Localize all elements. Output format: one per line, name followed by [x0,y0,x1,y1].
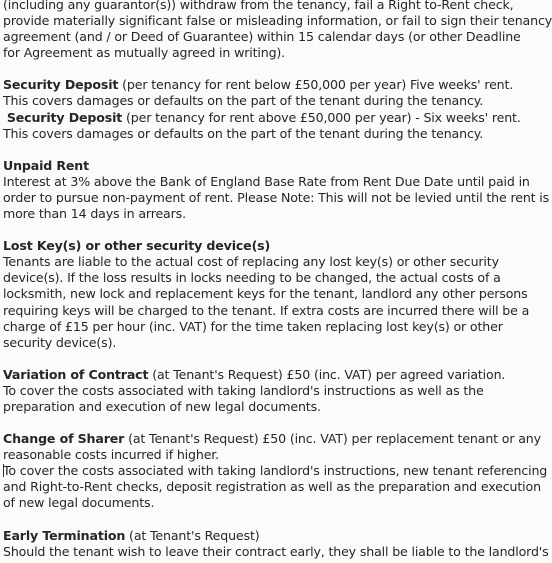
change-of-sharer-body-line: and Right-to-Rent checks, deposit registration as well as the preparation and execution [3,479,541,495]
variation-line [3,367,546,383]
early-termination-text: (at Tenant's Request) [125,527,260,543]
change-of-sharer-line-3[interactable] [3,463,546,479]
security-deposit-note-2: This covers damages or defaults on the part of the tenant during the tenancy. [3,125,484,141]
lost-keys-line: requiring keys will be charged to the tenant. If extra costs are incurred there will be a [3,302,530,318]
security-deposit-section [3,77,546,141]
paragraph-gap [3,222,546,238]
unpaid-rent-line: more than 14 days in arrears. [3,206,186,222]
lost-keys-line: security device(s). [3,334,117,350]
variation-section [3,367,546,415]
unpaid-rent-section [3,157,550,222]
security-deposit-heading-2: Security Deposit [6,109,123,125]
change-of-sharer-section [3,431,546,511]
lost-keys-heading: Lost Key(s) or other security device(s) [3,238,271,254]
lost-keys-line: device(s). If the loss results in locks needing to be changed, the actual costs of a [3,270,501,286]
lost-keys-line: Tenants are liable to the actual cost of replacing any lost key(s) or other security [3,254,499,270]
variation-body-line: To cover the costs associated with taking landlord's instructions as well as the [3,382,484,398]
security-deposit-note: This covers damages or defaults on the part of the tenant during the tenancy. [3,93,484,109]
paragraph-gap [3,351,546,367]
variation-body-line: preparation and execution of new legal documents. [3,398,321,414]
security-deposit-text: (per tenancy for rent below £50,000 per year) Five weeks' rent. [118,77,514,93]
early-termination-section [3,527,549,560]
change-of-sharer-body-line: of new legal documents. [3,495,155,511]
change-of-sharer-heading: Change of Sharer [3,431,125,447]
unpaid-rent-line: Interest at 3% above the Bank of England Base Rate from Rent Due Date until paid in [3,173,530,189]
paragraph-gap [3,512,546,528]
lost-keys-section [3,238,546,351]
change-of-sharer-line-2: reasonable costs incurred if higher. [3,447,220,463]
intro-paragraph [3,0,552,61]
security-deposit-text-2: (per tenancy for rent above £50,000 per year) - Six weeks' rent. [122,109,521,125]
security-deposit-line-2 [3,110,546,126]
intro-line: agreement (and / or Deed of Guarantee) within 15 calendar days (or other Deadline [3,29,521,45]
unpaid-rent-line: order to pursue non-payment of rent. Please Note: This will not be levied until the rent is [3,189,550,205]
change-of-sharer-text-3: To cover the costs associated with taking landlord's instructions, new tenant referencing [3,463,548,479]
lost-keys-line: charge of £15 per hour (inc. VAT) for the time taken replacing lost key(s) or other [3,318,503,334]
change-of-sharer-text: (at Tenant's Request) £50 (inc. VAT) per replacement tenant or any [124,431,541,447]
intro-line: for Agreement as mutually agreed in writing). [3,45,286,61]
change-of-sharer-line [3,431,546,447]
intro-line: provide materially significant false or misleading information, or fail to sign their tenancy [3,13,552,29]
variation-text: (at Tenant's Request) £50 (inc. VAT) per agreed variation. [148,366,506,382]
variation-heading: Variation of Contract [3,366,149,382]
lost-keys-line: locksmith, new lock and replacement keys for the tenant, landlord any other persons [3,286,528,302]
paragraph-gap [3,142,546,158]
paragraph-gap [3,415,546,431]
early-termination-line [3,528,546,544]
unpaid-rent-heading: Unpaid Rent [3,157,89,173]
security-deposit-heading: Security Deposit [3,77,119,93]
intro-line: (including any guarantor(s)) withdraw from the tenancy, fail a Right to-Rent check, [3,0,514,12]
paragraph-gap [3,61,546,77]
early-termination-heading: Early Termination [3,527,126,543]
security-deposit-line [3,77,546,93]
early-termination-line-2: Should the tenant wish to leave their contract early, they shall be liable to the landlord's [3,543,549,559]
